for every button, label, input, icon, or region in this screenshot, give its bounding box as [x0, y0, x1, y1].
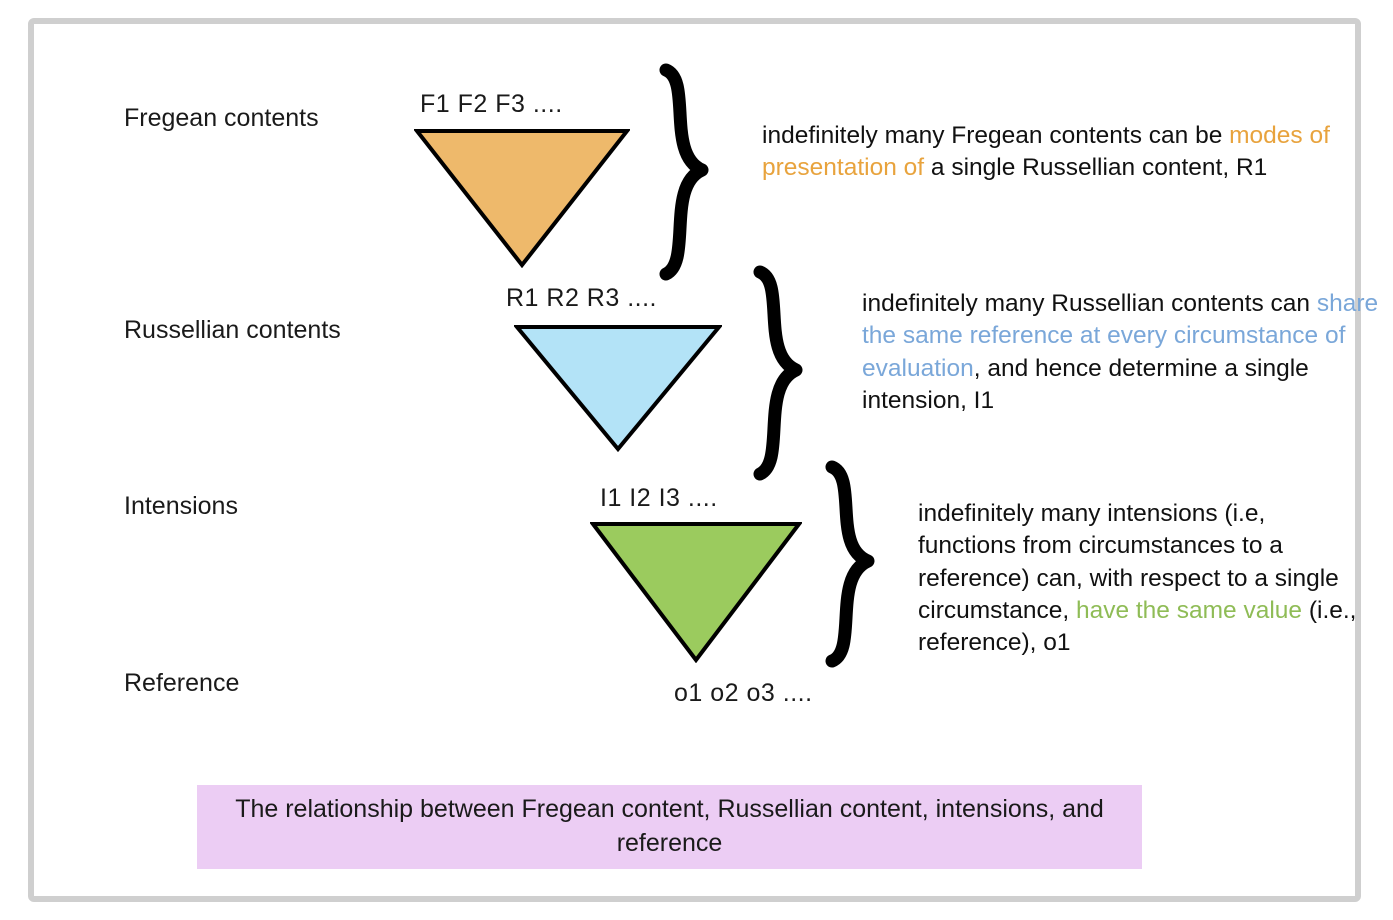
- note-fregean-lead: indefinitely many Fregean contents can be: [762, 122, 1230, 149]
- slide-frame: [28, 18, 1379, 902]
- brace-russellian-to-intensions: [740, 264, 820, 486]
- note-fregean: [762, 120, 1382, 185]
- triangle-russellian: [514, 324, 722, 452]
- row-label-fregean-contents: Fregean contents: [124, 104, 319, 132]
- items-russellian: R1 R2 R3 ....: [506, 284, 657, 312]
- note-russellian-lead: indefinitely many Russellian contents can: [862, 290, 1317, 317]
- brace-fregean-to-russellian: [646, 62, 726, 286]
- note-russellian: [862, 288, 1382, 417]
- note-intensions-lead: indefinitely many intensions (i.e, functions from circumstances to a reference) can, with respect to a single circumstance,: [918, 500, 1339, 624]
- items-fregean: F1 F2 F3 ....: [420, 90, 563, 118]
- items-reference: o1 o2 o3 ....: [674, 679, 813, 707]
- row-label-russellian-contents: Russellian contents: [124, 316, 341, 344]
- note-fregean-highlight: modes of presentation of: [762, 122, 1330, 182]
- items-intensions: I1 I2 I3 ....: [600, 484, 718, 512]
- row-label-reference: Reference: [124, 669, 240, 697]
- note-russellian-tail: , and hence determine a single intension, I1: [862, 354, 1309, 414]
- caption-banner: The relationship between Fregean content, Russellian content, intensions, and reference: [197, 785, 1142, 869]
- triangle-fregean: [414, 128, 630, 268]
- note-russellian-highlight: share the same reference at every circumstance of evaluation: [862, 290, 1379, 382]
- note-intensions-highlight: have the same value: [1075, 596, 1303, 624]
- triangle-intensions: [590, 521, 802, 663]
- note-fregean-tail: a single Russellian content, R1: [924, 154, 1268, 182]
- row-label-intensions: Intensions: [124, 492, 238, 520]
- brace-intensions-to-reference: [812, 459, 892, 673]
- note-intensions: [918, 498, 1368, 660]
- note-intensions-tail: (i.e., reference), o1: [918, 596, 1357, 657]
